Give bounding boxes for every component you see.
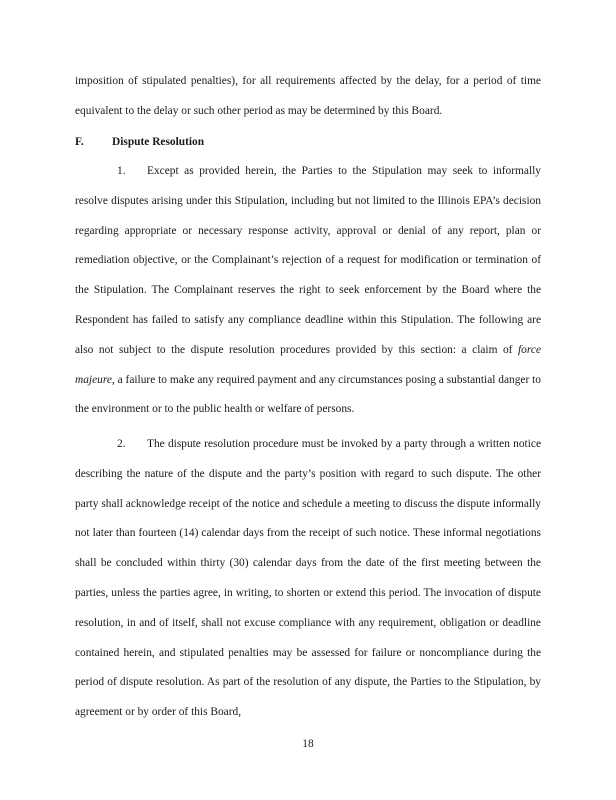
paragraph-1-text: Except as provided herein, the Parties to the Stipulation may seek to informally resolve disputes arising under this Stipulation, including but not limited to the Illinois EPA’s decision regarding appropriate or necessary response activity, approval or denial of any report, plan or remediation objective, or the Complainant’s rejection of a request for modification or termination of the Stipulation. The Complainant reserves the right to seek enforcement by the Board where the Respondent has failed to satisfy any compliance deadline within this Stipulation. The following are also not subject to the dispute resolution procedures provided by this section: a claim of bbox=[75, 165, 541, 356]
section-heading bbox=[75, 128, 541, 158]
paragraph-2-number: 2. bbox=[117, 438, 126, 450]
page-number: 18 bbox=[302, 738, 314, 750]
paragraph-1-number: 1. bbox=[117, 165, 126, 177]
intro-paragraph: imposition of stipulated penalties), for all requirements affected by the delay, for a period of time equivalent to the delay or such other period as may be determined by this Board. bbox=[75, 75, 541, 117]
paragraph-2-text: The dispute resolution procedure must be invoked by a party through a written notice describing the nature of the dispute and the party’s position with regard to such dispute. The other party shall acknowledge receipt of the notice and schedule a meeting to discuss the dispute informally not later than fourteen (14) calendar days from the receipt of such notice. These informal negotiations shall be concluded within thirty (30) calendar days from the date of the first meeting between the parties, unless the parties agree, in writing, to shorten or extend this period. The invocation of dispute resolution, in and of itself, shall not excuse compliance with any requirement, obligation or deadline contained herein, and stipulated penalties may be assessed for failure or noncompliance during the period of dispute resolution. As part of the resolution of any dispute, the Parties to the Stipulation, by agreement or by order of this Board, bbox=[75, 438, 541, 719]
paragraph-1 bbox=[75, 157, 541, 425]
paragraph-1-italic-term: force majeure bbox=[75, 343, 541, 386]
section-letter: F. bbox=[75, 136, 84, 148]
section-title: Dispute Resolution bbox=[112, 136, 205, 148]
paragraph-2 bbox=[75, 430, 541, 728]
paragraph-1-text-end: , a failure to make any required payment and any circumstances posing a substantial danger to the environment or to the public health or welfare of persons. bbox=[75, 373, 541, 416]
